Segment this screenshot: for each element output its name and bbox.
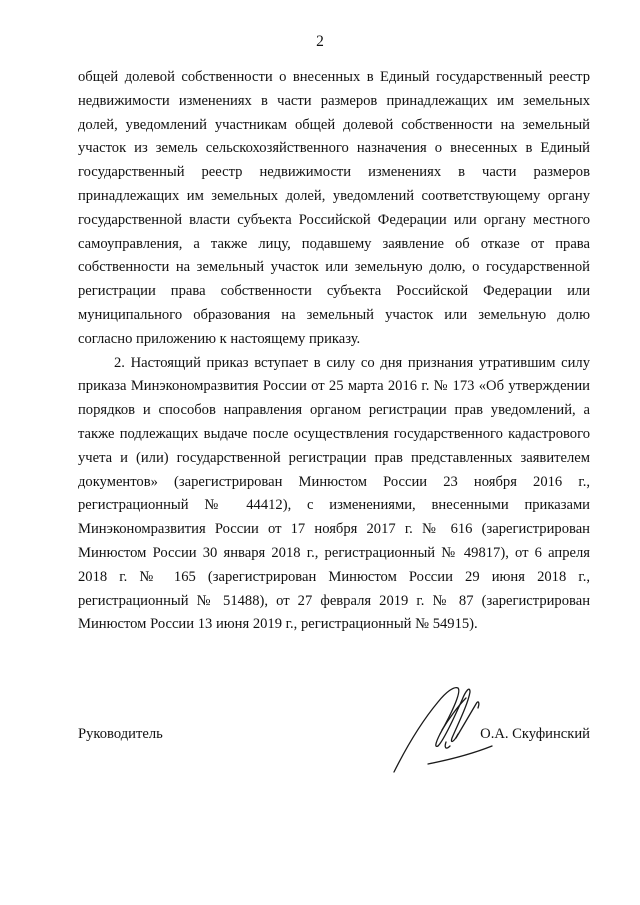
- handwritten-signature-icon: [388, 668, 498, 778]
- signature-block: [78, 726, 590, 756]
- paragraph-continuation: общей долевой собственности о внесенных в Единый государственный реестр недвижимости изменениях в части размеров принадлежащих им земельных долей, уведомлений участникам общей долевой собственности на земельный участок из земель сельскохозяйственного назначения о внесенных в Единый государственный реестр недвижимости изменениях в части размеров принадлежащих им земельных долей, уведомлений соответствующему органу государственной власти субъекта Российской Федерации или органу местного самоуправления, а также лицу, подавшему заявление об отказе от права собственности на земельный участок или земельную долю, о государственной регистрации права собственности субъекта Российской Федерации или муниципального образования на земельный участок или земельную долю согласно приложению к настоящему приказу.: [78, 69, 590, 347]
- document-body: [78, 66, 590, 637]
- signer-position: Руководитель: [78, 726, 163, 742]
- paragraph-item-2: 2. Настоящий приказ вступает в силу со дня признания утратившим силу приказа Минэкономразвития России от 25 марта 2016 г. № 173 «Об утверждении порядков и способов направления органом регистрации прав уведомлений, а также подлежащих выдаче после осуществления государственного кадастрового учета и (или) государственной регистрации прав представленных заявителем документов» (зарегистрирован Минюстом России 23 ноября 2016 г., регистрационный № 44412), с изменениями, внесенными приказами Минэкономразвития России от 17 ноября 2017 г. № 616 (зарегистрирован Минюстом России 30 января 2018 г., регистрационный № 49817), от 6 апреля 2018 г. № 165 (зарегистрирован Минюстом России 29 июня 2018 г., регистрационный № 51488), от 27 февраля 2019 г. № 87 (зарегистрирован Минюстом России 13 июня 2019 г., регистрационный № 54915).: [78, 354, 590, 633]
- signer-name: О.А. Скуфинский: [480, 726, 590, 742]
- page-number: 2: [316, 33, 324, 50]
